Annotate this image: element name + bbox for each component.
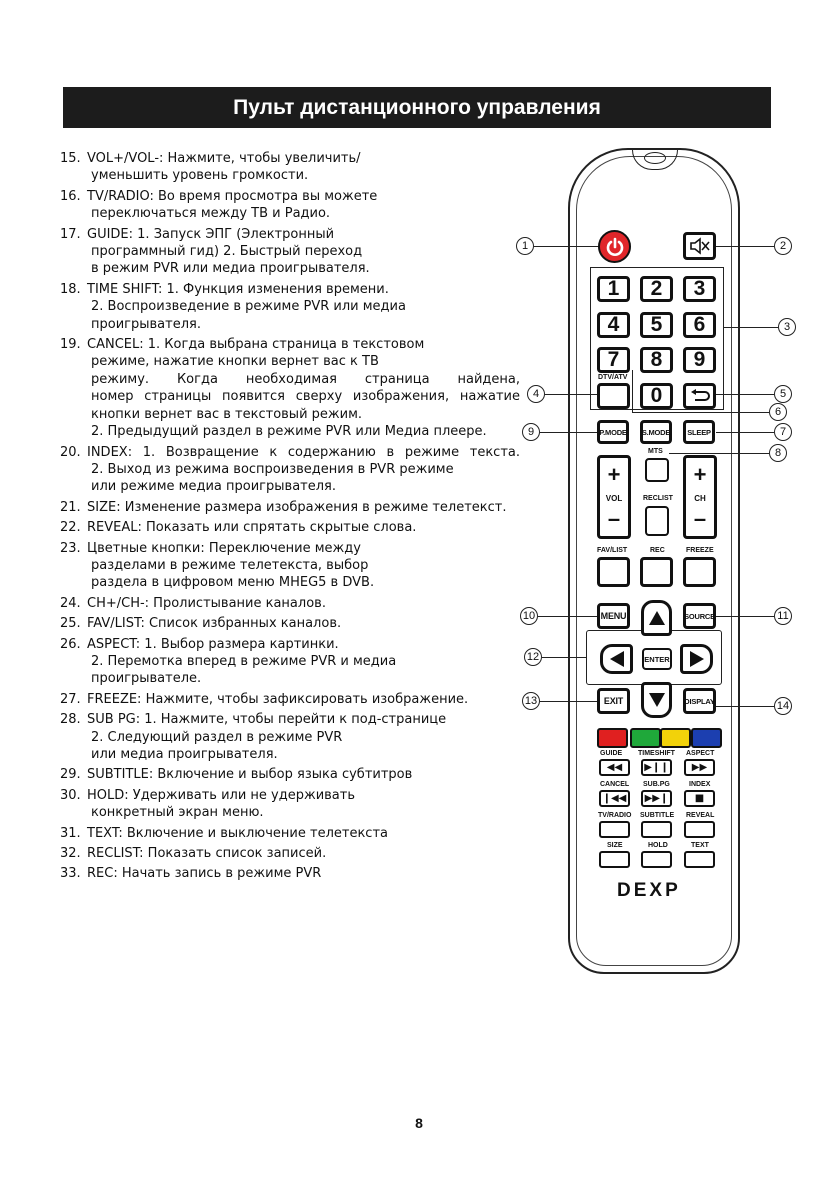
- list-item-text: [87, 595, 520, 612]
- up-arrow-icon: [648, 610, 666, 626]
- rec-label: REC: [650, 547, 665, 554]
- list-item-text: [87, 281, 520, 333]
- size-label: SIZE: [607, 842, 623, 849]
- cancel-button[interactable]: ❙◀◀: [599, 790, 630, 807]
- callout-line-2: [716, 246, 774, 247]
- list-item-text: [87, 499, 520, 516]
- blue-button[interactable]: [691, 728, 722, 748]
- power-button[interactable]: [598, 230, 631, 263]
- list-item-text: [87, 188, 520, 223]
- ir-lens: [644, 152, 666, 164]
- up-button[interactable]: [641, 600, 672, 636]
- list-item-text: [87, 691, 520, 708]
- mute-button[interactable]: [683, 232, 716, 260]
- digit-8-button[interactable]: 8: [640, 347, 673, 373]
- list-item-number: 22.: [60, 520, 81, 536]
- callout-line-9: [540, 432, 597, 433]
- list-item-number: 31.: [60, 825, 81, 841]
- list-item-line: TEXT: Включение и выключение телетекста: [87, 825, 388, 841]
- callout-line-11: [716, 616, 774, 617]
- list-item-line: RECLIST: Показать список записей.: [87, 846, 327, 862]
- callout-3: 3: [778, 318, 796, 336]
- list-item-number: 17.: [60, 226, 81, 242]
- list-item-line: режиме, нажатие кнопки вернет вас к ТВ: [91, 354, 379, 370]
- subpg-label: SUB.PG: [643, 781, 670, 788]
- list-item-line: уменьшить уровень громкости.: [91, 168, 309, 184]
- reclist-button[interactable]: [645, 506, 669, 536]
- mute-icon: [689, 237, 711, 255]
- list-item-number: 33.: [60, 866, 81, 882]
- digit-5-button[interactable]: 5: [640, 312, 673, 338]
- size-button[interactable]: [599, 851, 630, 868]
- list-item-line: SUB PG: 1. Нажмите, чтобы перейти к под-странице: [87, 712, 447, 728]
- callout-line-14: [716, 706, 774, 707]
- list-item-line: GUIDE: 1. Запуск ЭПГ (Электронный: [87, 226, 335, 242]
- brand-logo: DEXP: [617, 880, 681, 901]
- list-item: [60, 691, 520, 708]
- list-item-text: [87, 766, 520, 783]
- left-button[interactable]: [600, 644, 633, 674]
- list-item-line: или режиме медиа проигрывателя.: [91, 479, 336, 495]
- callout-line-10: [538, 616, 597, 617]
- list-item-text: [87, 615, 520, 632]
- right-arrow-icon: [689, 650, 705, 668]
- red-button[interactable]: [597, 728, 628, 748]
- list-item-line: конкретный экран меню.: [91, 805, 264, 821]
- list-item-line: FREEZE: Нажмите, чтобы зафиксировать изображение.: [87, 691, 469, 707]
- digit-2-button[interactable]: 2: [640, 276, 673, 302]
- list-item-line: FAV/LIST: Список избранных каналов.: [87, 616, 342, 632]
- ch-minus: –: [693, 506, 707, 531]
- enter-button[interactable]: ENTER: [642, 648, 672, 670]
- list-item-line: INDEX: 1. Возвращение к содержанию в режиме текста.: [87, 444, 520, 460]
- list-item-text: [87, 226, 520, 278]
- menu-button[interactable]: MENU: [597, 603, 630, 629]
- list-item-line: 2. Предыдущий раздел в режиме PVR или Медиа плеере.: [91, 424, 487, 440]
- list-item-line: SUBTITLE: Включение и выбор языка субтитров: [87, 767, 413, 783]
- callout-12: 12: [524, 648, 542, 666]
- digit-1-button[interactable]: 1: [597, 276, 630, 302]
- list-item-line: разделами в режиме телетекста, выбор: [91, 557, 369, 573]
- list-item-text: [87, 150, 520, 185]
- list-item: [60, 188, 520, 223]
- list-item-line: программный гид) 2. Быстрый переход: [91, 244, 363, 260]
- callout-4: 4: [527, 385, 545, 403]
- p-mode-button[interactable]: P.MODE: [597, 420, 629, 444]
- page-title: Пульт дистанционного управления: [233, 95, 601, 119]
- list-item-number: 16.: [60, 188, 81, 204]
- instruction-list: [60, 150, 520, 886]
- vol-plus: +: [607, 462, 621, 487]
- list-item-line: REC: Начать запись в режиме PVR: [87, 866, 322, 882]
- exit-button[interactable]: EXIT: [597, 688, 630, 714]
- list-item-number: 21.: [60, 499, 81, 515]
- list-item-number: 30.: [60, 787, 81, 803]
- list-item-text: [87, 336, 520, 440]
- reveal-label: REVEAL: [686, 812, 715, 819]
- list-item-number: 19.: [60, 337, 81, 353]
- channel-rocker[interactable]: [683, 455, 717, 539]
- list-item-line: Цветные кнопки: Переключение между: [87, 540, 361, 556]
- list-item-text: [87, 519, 520, 536]
- digit-9-button[interactable]: 9: [683, 347, 716, 373]
- list-item-line: проигрывателе.: [91, 671, 202, 687]
- list-item-number: 26.: [60, 636, 81, 652]
- fav-list-label: FAV/LIST: [597, 547, 628, 554]
- list-item: [60, 636, 520, 688]
- list-item-number: 28.: [60, 712, 81, 728]
- list-item-line: 2. Перемотка вперед в режиме PVR и медиа: [91, 653, 397, 669]
- index-label: INDEX: [689, 781, 711, 788]
- list-item-number: 32.: [60, 846, 81, 862]
- list-item-line: номер страницы появится сверху изображения, нажатие: [91, 389, 520, 405]
- display-button[interactable]: DISPLAY: [683, 688, 716, 714]
- page-title-banner: [63, 87, 771, 128]
- list-item-number: 20.: [60, 444, 81, 460]
- timeshift-label: TIMESHIFT: [638, 750, 675, 757]
- callout-13: 13: [522, 692, 540, 710]
- list-item: [60, 845, 520, 862]
- callout-line-13: [540, 701, 597, 702]
- digit-7-button[interactable]: 7: [597, 347, 630, 373]
- rec-button[interactable]: [640, 557, 673, 587]
- list-item-line: раздела в цифровом меню MHEG5 в DVB.: [91, 575, 375, 591]
- list-item: [60, 615, 520, 632]
- list-item-line: переключаться между ТВ и Радио.: [91, 206, 331, 222]
- list-item-line: 2. Воспроизведение в режиме PVR или медиа: [91, 299, 406, 315]
- recall-button[interactable]: [683, 383, 716, 409]
- list-item: [60, 519, 520, 536]
- vol-minus: –: [607, 506, 621, 531]
- list-item-line: CANCEL: 1. Когда выбрана страница в текстовом: [87, 337, 425, 353]
- guide-label: GUIDE: [600, 750, 623, 757]
- list-item-line: проигрывателя.: [91, 316, 201, 332]
- digit-6-button[interactable]: 6: [683, 312, 716, 338]
- callout-9: 9: [522, 423, 540, 441]
- list-item-line: TIME SHIFT: 1. Функция изменения времени.: [87, 281, 389, 297]
- tvradio-label: TV/RADIO: [598, 812, 632, 819]
- list-item-line: 2. Следующий раздел в режиме PVR: [91, 729, 343, 745]
- callout-line-4: [545, 394, 597, 395]
- guide-button[interactable]: ◀◀: [599, 759, 630, 776]
- callout-5: 5: [774, 385, 792, 403]
- list-item: [60, 787, 520, 822]
- callout-line-12: [542, 657, 586, 658]
- mts-label: MTS: [648, 448, 663, 455]
- list-item-number: 29.: [60, 767, 81, 783]
- ch-label: CH: [694, 494, 706, 503]
- list-item-line: CH+/CH-: Пролистывание каналов.: [87, 595, 326, 611]
- list-item: [60, 226, 520, 278]
- down-button[interactable]: [641, 682, 672, 718]
- page-number: 8: [415, 1115, 423, 1131]
- list-item-line: ASPECT: 1. Выбор размера картинки.: [87, 636, 339, 652]
- list-item-line: кнопки вернет вас в текстовый режим.: [91, 406, 363, 422]
- list-item: [60, 540, 520, 592]
- volume-rocker[interactable]: [597, 455, 631, 539]
- list-item: [60, 150, 520, 185]
- callout-line-7: [716, 432, 774, 433]
- list-item-line: TV/RADIO: Во время просмотра вы можете: [87, 188, 378, 204]
- callout-1: 1: [516, 237, 534, 255]
- callout-line-6: [632, 412, 769, 413]
- list-item-text: [87, 865, 520, 882]
- list-item: [60, 444, 520, 496]
- list-item-line: HOLD: Удерживать или не удерживать: [87, 787, 356, 803]
- digit-3-button[interactable]: 3: [683, 276, 716, 302]
- list-item-text: [87, 540, 520, 592]
- hold-label: HOLD: [648, 842, 668, 849]
- right-button[interactable]: [680, 644, 713, 674]
- list-item: [60, 336, 520, 440]
- list-item: [60, 711, 520, 763]
- list-item-number: 24.: [60, 595, 81, 611]
- ch-plus: +: [693, 462, 707, 487]
- list-item-text: [87, 787, 520, 822]
- list-item-line: режиму. Когда необходимая страница найдена,: [91, 371, 520, 387]
- vol-label: VOL: [605, 494, 623, 503]
- list-item-line: в режим PVR или медиа проигрывателя.: [91, 261, 370, 277]
- callout-line-8: [669, 453, 769, 454]
- list-item: [60, 281, 520, 333]
- list-item-number: 18.: [60, 281, 81, 297]
- subtitle-button[interactable]: [641, 821, 672, 838]
- down-arrow-icon: [648, 692, 666, 708]
- subpg-button[interactable]: ▶▶❙: [641, 790, 672, 807]
- digit-4-button[interactable]: 4: [597, 312, 630, 338]
- list-item-number: 25.: [60, 616, 81, 632]
- list-item-number: 27.: [60, 691, 81, 707]
- list-item-line: SIZE: Изменение размера изображения в режиме телетекст.: [87, 499, 507, 515]
- list-item-text: [87, 825, 520, 842]
- list-item-line: VOL+/VOL-: Нажмите, чтобы увеличить/: [87, 151, 361, 166]
- text-label: TEXT: [691, 842, 709, 849]
- list-item-line: или медиа проигрывателя.: [91, 747, 278, 762]
- recall-icon: [689, 388, 711, 404]
- freeze-button[interactable]: [683, 557, 716, 587]
- list-item-number: 23.: [60, 540, 81, 556]
- timeshift-button[interactable]: ▶❙❙: [641, 759, 672, 776]
- callout-8: 8: [769, 444, 787, 462]
- fav-list-button[interactable]: [597, 557, 630, 587]
- callout-7: 7: [774, 423, 792, 441]
- list-item-line: REVEAL: Показать или спрятать скрытые слова.: [87, 520, 417, 536]
- green-button[interactable]: [630, 728, 661, 748]
- list-item: [60, 499, 520, 516]
- hold-button[interactable]: [641, 851, 672, 868]
- freeze-label: FREEZE: [686, 547, 714, 554]
- callout-10: 10: [520, 607, 538, 625]
- yellow-button[interactable]: [660, 728, 691, 748]
- list-item: [60, 766, 520, 783]
- list-item-text: [87, 711, 520, 763]
- callout-line-5: [716, 394, 774, 395]
- list-item-text: [87, 636, 520, 688]
- list-item: [60, 825, 520, 842]
- mts-button[interactable]: [645, 458, 669, 482]
- callout-6: 6: [769, 403, 787, 421]
- list-item-number: 15.: [60, 151, 81, 166]
- power-icon: [605, 237, 625, 257]
- s-mode-button[interactable]: S.MODE: [640, 420, 672, 444]
- callout-2: 2: [774, 237, 792, 255]
- list-item: [60, 595, 520, 612]
- cancel-label: CANCEL: [600, 781, 630, 788]
- reclist-label: RECLIST: [643, 495, 673, 502]
- list-item-line: 2. Выход из режима воспроизведения в PVR режиме: [91, 461, 454, 477]
- aspect-label: ASPECT: [686, 750, 715, 757]
- list-item-text: [87, 444, 520, 496]
- sleep-button[interactable]: SLEEP: [683, 420, 715, 444]
- callout-11: 11: [774, 607, 792, 625]
- callout-14: 14: [774, 697, 792, 715]
- dtv-atv-label: DTV/ATV: [598, 374, 628, 381]
- list-item: [60, 865, 520, 882]
- callout-line-3: [724, 327, 778, 328]
- dtv-atv-button[interactable]: [597, 383, 630, 409]
- callout-line-6b: [632, 370, 633, 412]
- text-button[interactable]: [684, 851, 715, 868]
- digit-0-button[interactable]: 0: [640, 383, 673, 409]
- reveal-button[interactable]: [684, 821, 715, 838]
- callout-line-1: [534, 246, 598, 247]
- aspect-button[interactable]: ▶▶: [684, 759, 715, 776]
- tvradio-button[interactable]: [599, 821, 630, 838]
- index-button[interactable]: ■: [684, 790, 715, 807]
- list-item-text: [87, 845, 520, 862]
- source-button[interactable]: SOURCE: [683, 603, 716, 629]
- subtitle-label: SUBTITLE: [640, 812, 675, 819]
- left-arrow-icon: [609, 650, 625, 668]
